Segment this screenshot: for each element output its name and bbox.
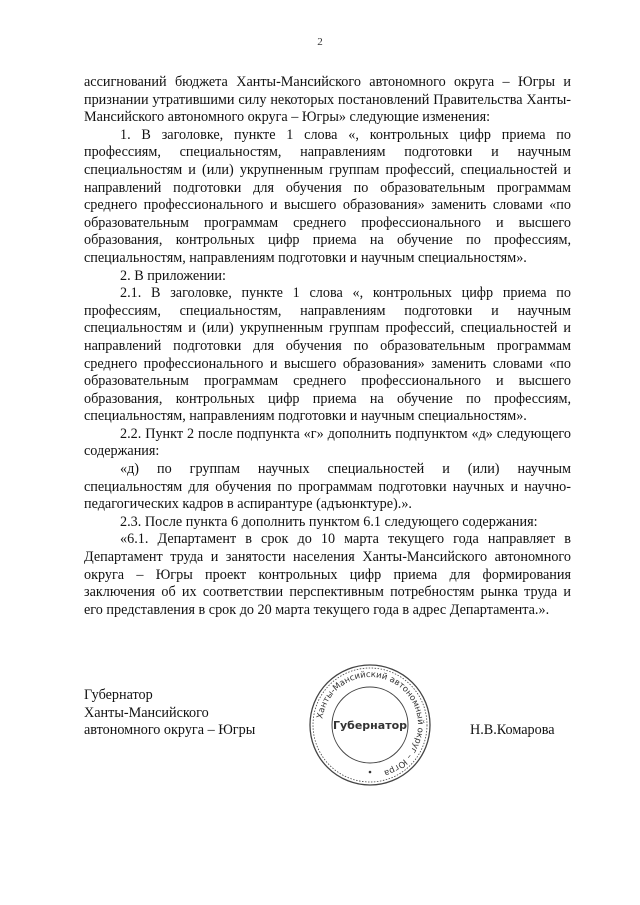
page-number: 2	[317, 36, 323, 48]
paragraph: 2.1. В заголовке, пункте 1 слова «, контрольных цифр приема по профессиям, специальностям, направлениям подготовки и научным специальностям и (или) укрупненным группам профессий, специальностей и направлений подготовки для обучения по образовательным программам среднего профессионального и высшего образования» заменить словами «по образовательным программам среднего профессионального и высшего образования, контрольных цифр приема на обучение по профессиям, специальностям, направлениям подготовки и научным специальностям».	[84, 285, 571, 425]
paragraph: ассигнований бюджета Ханты-Мансийского автономного округа – Югры и признании утратившими силу некоторых постановлений Правительства Ханты-Мансийского автономного округа – Югры» следующие изменения:	[84, 74, 571, 126]
seal-ring-text: Ханты-Мансийский автономный округ – Югра	[315, 669, 426, 778]
paragraph: 2. В приложении:	[120, 267, 226, 284]
official-seal	[305, 660, 435, 790]
paragraph: 1. В заголовке, пункте 1 слова «, контрольных цифр приема по профессиям, специальностям, направлениям подготовки и научным специальностям и (или) укрупненным группам профессий, специальностей и направлений подготовки для обучения по образовательным программам среднего профессионального и высшего образования» заменить словами «по образовательным программам среднего профессионального и высшего образования, контрольных цифр приема на обучение по профессиям, специальностям, направлениям подготовки и научным специальностям».	[84, 126, 571, 266]
signatory-title-line: Губернатор	[84, 687, 153, 703]
seal-graphic	[305, 660, 435, 790]
paragraph: 2.3. После пункта 6 дополнить пунктом 6.1 следующего содержания:	[120, 513, 538, 530]
signatory-name: Н.В.Комарова	[470, 722, 555, 738]
seal-center-text: Губернатор	[332, 719, 408, 732]
paragraph: «6.1. Департамент в срок до 10 марта текущего года направляет в Департамент труда и занятости населения Ханты-Мансийского автономного округа – Югры проект контрольных цифр приема для формирования заключения об их соответствии перспективным потребностям рынка труда и его представления в срок до 20 марта текущего года в адрес Департамента.».	[84, 531, 571, 618]
paragraph: «д) по группам научных специальностей и (или) научным специальностям для обучения по программам подготовки научных и научно-педагогических кадров в аспирантуре (адъюнктуре).».	[84, 461, 571, 513]
paragraph: 2.2. Пункт 2 после подпункта «г» дополнить подпунктом «д» следующего содержания:	[84, 425, 571, 460]
signatory-title-line: Ханты-Мансийского	[84, 704, 209, 721]
signatory-title-line: автономного округа – Югры	[84, 722, 256, 739]
signatory-title	[84, 687, 255, 740]
document-body	[84, 74, 571, 619]
